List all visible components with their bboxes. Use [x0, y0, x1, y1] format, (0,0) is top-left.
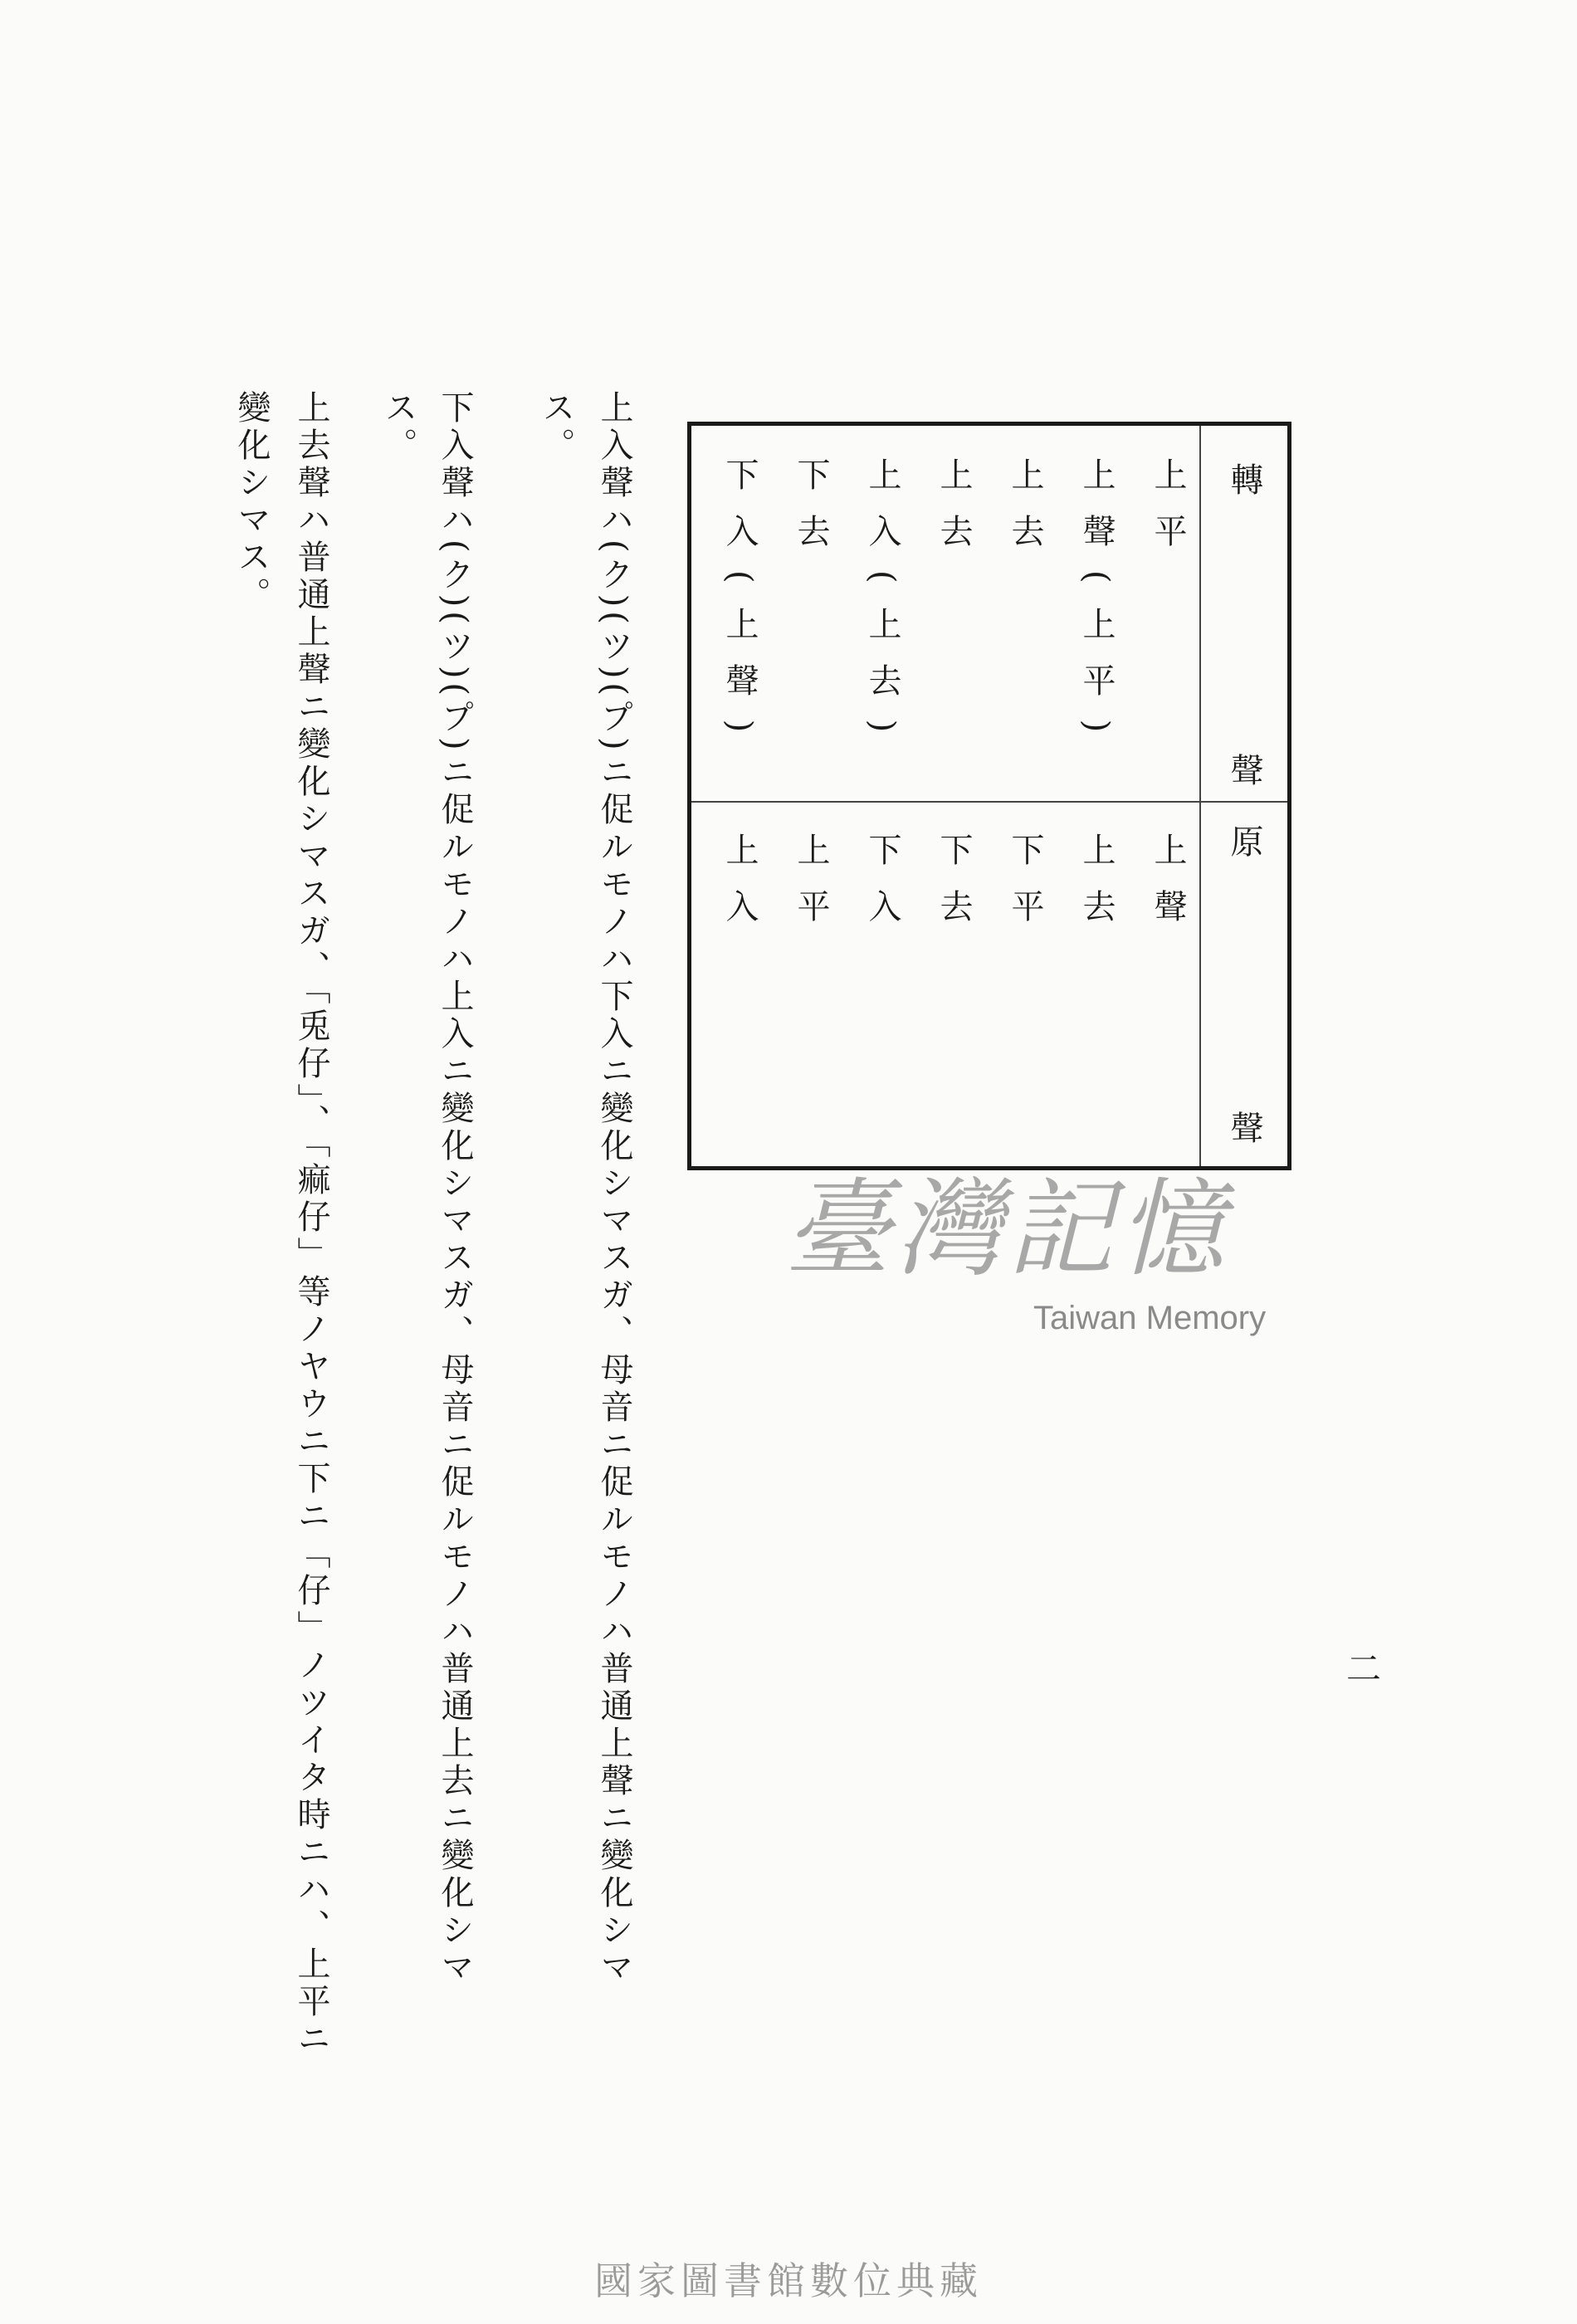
- table-cell: 下平: [1006, 832, 1044, 945]
- header-char: 聲: [1225, 1111, 1263, 1144]
- table-cell: 上去: [1077, 832, 1116, 945]
- watermark-english: Taiwan Memory: [1033, 1300, 1267, 1336]
- table-cell: 上平: [1149, 457, 1187, 570]
- table-cell: 上聲: [1149, 832, 1187, 945]
- table-cell: 上入(上去): [863, 457, 901, 756]
- table-cell: 上去: [1006, 457, 1044, 570]
- text-column: ス。: [537, 390, 575, 465]
- table-cell: 下入(上聲): [720, 457, 759, 756]
- table-cell: 上聲(上平): [1077, 457, 1116, 756]
- watermark-chars: 臺灣記憶: [784, 1168, 1230, 1291]
- table-header-column: [1199, 426, 1287, 1166]
- table-cell: 下去: [792, 457, 830, 570]
- text-column: 下入聲ハ(ク)(ツ)(プ)ニ促ルモノハ上入ニ變化シマスガ、母音ニ促ルモノハ普通上去ニ變化シマ: [436, 390, 474, 1987]
- text-column: 上去聲ハ普通上聲ニ變化シマスガ、「兎仔」、「痲仔」等ノヤウニ下ニ「仔」ノツイタ時ニハ、上平ニ: [292, 390, 330, 2058]
- table-body: [691, 426, 1199, 1166]
- text-column: 變化シマス。: [232, 390, 271, 614]
- transformed-tone-row: [706, 457, 1187, 789]
- header-char: 轉: [1225, 462, 1263, 496]
- header-divider: [1201, 801, 1287, 803]
- table-cell: 上去: [935, 457, 973, 570]
- header-original-tone: [1201, 824, 1287, 1144]
- table-cell: 上入: [720, 832, 759, 945]
- header-transformed-tone: [1201, 462, 1287, 786]
- row-divider: [691, 801, 1199, 803]
- library-footer: 國家圖書館數位典藏: [594, 2258, 983, 2303]
- text-column: 上入聲ハ(ク)(ツ)(プ)ニ促ルモノハ下入ニ變化シマスガ、母音ニ促ルモノハ普通上聲ニ變化シマ: [595, 390, 633, 1987]
- table-cell: 上平: [792, 832, 830, 945]
- header-char: 原: [1225, 824, 1263, 857]
- text-column: ス。: [379, 390, 417, 465]
- table-cell: 下去: [935, 832, 973, 945]
- header-char: 聲: [1225, 753, 1263, 786]
- tone-sandhi-table: [687, 422, 1291, 1170]
- table-cell: 下入: [863, 832, 901, 945]
- page-number: 二: [1341, 1650, 1382, 1685]
- original-tone-row: [706, 832, 1187, 1148]
- taiwan-memory-watermark: [784, 1168, 1299, 1368]
